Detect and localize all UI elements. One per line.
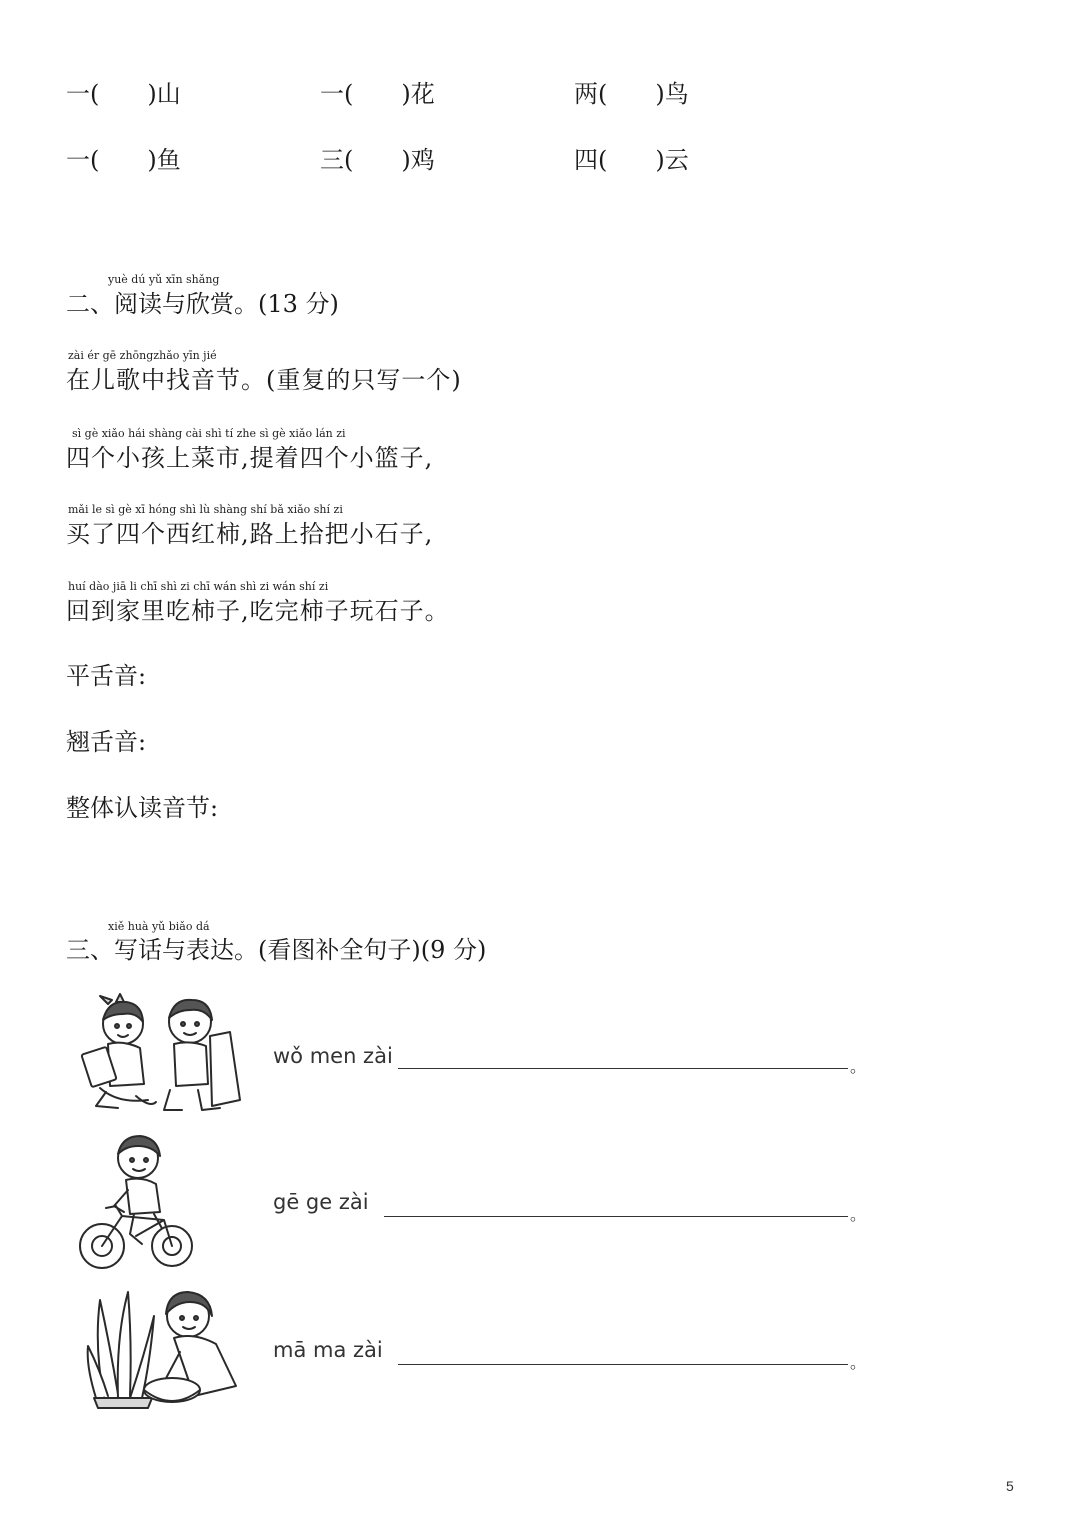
heading-pinyin: yuè dú yǔ xīn shǎng — [108, 273, 220, 286]
children-drawing-picture — [78, 992, 248, 1114]
fill-blank-item[interactable]: 两( )鸟 — [574, 80, 689, 108]
sentence-prompt: gē ge zài — [273, 1190, 369, 1214]
sentence-end-mark: 。 — [850, 1205, 867, 1224]
rhyme-line-pinyin: mǎi le sì gè xī hóng shì lù shàng shí bǎ xiǎo shí zi — [68, 503, 343, 516]
rhyme-line: 买了四个西红柿,路上拾把小石子, — [66, 520, 434, 548]
heading-pinyin: xiě huà yǔ biǎo dá — [108, 920, 210, 933]
sentence-end-mark: 。 — [850, 1353, 867, 1372]
fill-blank-item[interactable]: 一( )花 — [320, 80, 435, 108]
answer-blank-line[interactable] — [384, 1216, 848, 1217]
sentence-end-mark: 。 — [850, 1057, 867, 1076]
fill-blank-item[interactable]: 一( )鱼 — [66, 146, 181, 174]
answer-blank-line[interactable] — [398, 1364, 848, 1365]
boy-riding-bicycle-picture — [76, 1132, 198, 1274]
fill-blank-item[interactable]: 一( )山 — [66, 80, 181, 108]
answer-blank-line[interactable] — [398, 1068, 848, 1069]
sentence-prompt: mā ma zài — [273, 1338, 383, 1362]
page-number: 5 — [1006, 1478, 1014, 1494]
sentence-prompt: wǒ men zài — [273, 1044, 393, 1068]
fill-blank-item[interactable]: 三( )鸡 — [320, 146, 435, 174]
instruction-text: 在儿歌中找音节。(重复的只写一个) — [66, 366, 462, 394]
rhyme-line-pinyin: sì gè xiǎo hái shàng cài shì tí zhe sì gè xiǎo lán zi — [72, 427, 346, 440]
mother-watering-plant-picture — [84, 1286, 244, 1410]
instruction-pinyin: zài ér gē zhōngzhǎo yīn jié — [68, 349, 217, 362]
section-title: 二、阅读与欣赏。(13 分) — [66, 290, 339, 318]
rhyme-line: 四个小孩上菜市,提着四个小篮子, — [66, 444, 434, 472]
rhyme-line-pinyin: huí dào jiā li chī shì zi chī wán shì zi wán shí zi — [68, 580, 329, 593]
section-title: 三、写话与表达。(看图补全句子)(9 分) — [66, 936, 487, 964]
fill-blank-item[interactable]: 四( )云 — [574, 146, 689, 174]
answer-whole-syllables[interactable]: 整体认读音节: — [66, 794, 219, 822]
answer-flat-tongue[interactable]: 平舌音: — [66, 662, 147, 690]
answer-retroflex[interactable]: 翘舌音: — [66, 728, 147, 756]
rhyme-line: 回到家里吃柿子,吃完柿子玩石子。 — [66, 597, 450, 625]
